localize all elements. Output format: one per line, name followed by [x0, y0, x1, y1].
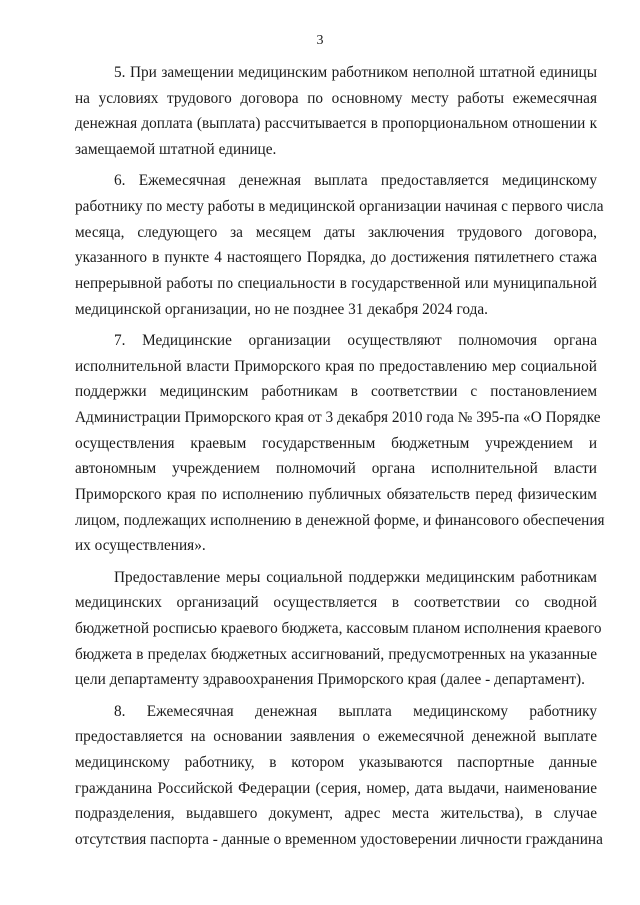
paragraph: [75, 60, 597, 163]
text-line: Предоставление меры социальной поддержки медицинским работникам: [114, 568, 597, 586]
paragraph: [75, 328, 605, 559]
text-line: медицинской организации, но не позднее 31 декабря 2024 года.: [75, 300, 488, 318]
paragraph: [75, 565, 602, 693]
text-line: месяца, следующего за месяцем даты заключения трудового договора,: [75, 223, 597, 241]
text-line: 7. Медицинские организации осуществляют полномочия органа: [114, 331, 597, 349]
text-line: осуществления краевым государственным бюджетным учреждением и: [75, 434, 597, 452]
text-line: замещаемой штатной единице.: [75, 141, 277, 159]
text-line: медицинскому работнику, в котором указываются паспортные данные: [75, 753, 597, 771]
text-line: 6. Ежемесячная денежная выплата предоставляется медицинскому: [114, 172, 597, 190]
text-line: медицинских организаций осуществляется в соответствии со сводной: [75, 594, 597, 612]
text-line: отсутствия паспорта - данные о временном удостоверении личности гражданина: [75, 830, 603, 848]
text-line: предоставляется на основании заявления о ежемесячной денежной выплате: [75, 728, 597, 746]
text-line: их осуществления».: [75, 537, 206, 555]
page-number: 3: [316, 33, 324, 48]
paragraph: [75, 699, 603, 853]
text-line: бюджетной росписью краевого бюджета, кассовым планом исполнения краевого: [75, 619, 602, 637]
text-line: указанного в пункте 4 настоящего Порядка, до достижения пятилетнего стажа: [75, 249, 597, 267]
text-line: Администрации Приморского края от 3 декабря 2010 года № 395-па «О Порядке: [75, 408, 601, 426]
text-line: лицом, подлежащих исполнению в денежной форме, и финансового обеспечения: [75, 511, 605, 529]
text-line: поддержки медицинским работникам в соответствии с постановлением: [75, 383, 597, 401]
text-line: непрерывной работы по специальности в государственной или муниципальной: [75, 275, 597, 292]
text-line: цели департаменту здравоохранения Приморского края (далее - департамент).: [75, 671, 585, 689]
text-line: денежная доплата (выплата) рассчитывается в пропорциональном отношении к: [75, 115, 597, 133]
paragraph: [75, 168, 604, 322]
text-line: бюджета в пределах бюджетных ассигнований, предусмотренных на указанные: [75, 645, 597, 663]
document-body: [75, 60, 605, 853]
text-line: работнику по месту работы в медицинской организации начиная с первого числа: [75, 197, 604, 215]
text-line: на условиях трудового договора по основному месту работы ежемесячная: [75, 89, 597, 107]
text-line: автономным учреждением полномочий органа исполнительной власти: [75, 460, 597, 478]
text-line: 8. Ежемесячная денежная выплата медицинскому работнику: [114, 702, 597, 720]
text-line: гражданина Российской Федерации (серия, номер, дата выдачи, наименование: [75, 779, 597, 797]
text-line: Приморского края по исполнению публичных обязательств перед физическим: [75, 486, 597, 503]
text-line: подразделения, выдавшего документ, адрес места жительства), в случае: [75, 805, 597, 823]
text-line: 5. При замещении медицинским работником неполной штатной единицы: [114, 64, 597, 81]
text-line: исполнительной власти Приморского края по предоставлению мер социальной: [75, 357, 597, 375]
